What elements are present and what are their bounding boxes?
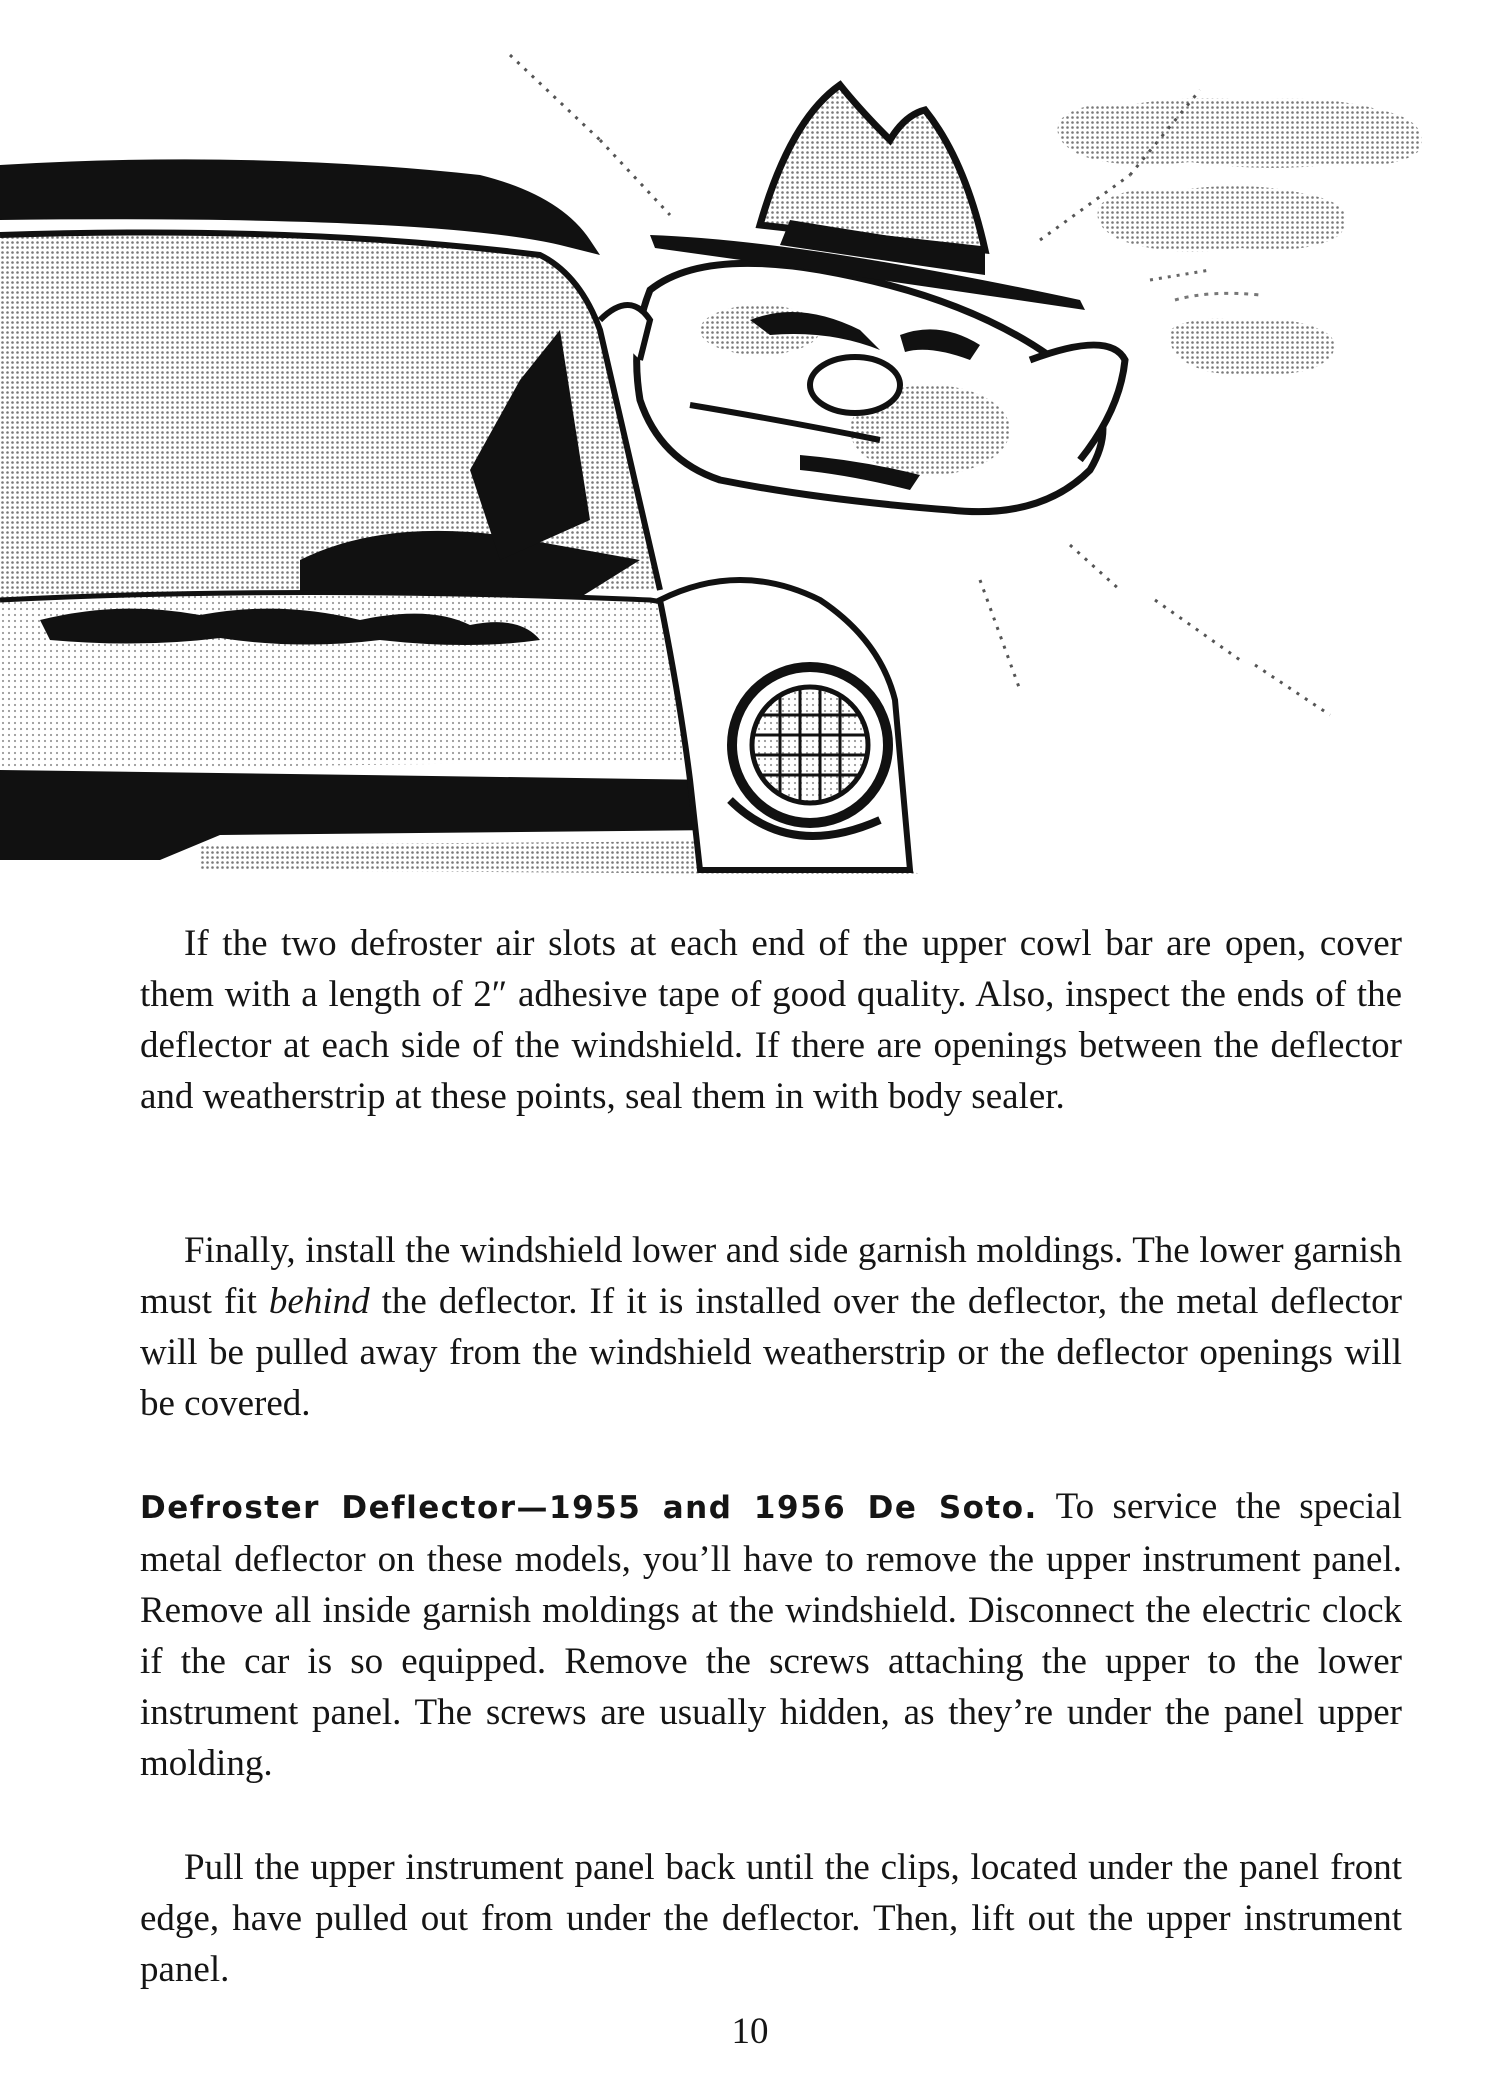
- paragraph-deflector-body: To service the special metal deflector on these models, you’ll have to remove the upper instrument panel. Remove all inside garnish moldings at the windshield. Disconnect the electric clock if the car is so equipped. Remove the screws attaching the upper to the lower instrument panel. The screws are usually hidden, as they’re under the panel upper molding.: [140, 1486, 1403, 1784]
- paragraph-defroster-deflector: [140, 1481, 1402, 1789]
- page-number: 10: [731, 2011, 769, 2052]
- paragraph-garnish-after: the deflector. If it is installed over the deflector, the metal deflector will be pulled away from the windshield weatherstrip or the deflector openings will be covered.: [140, 1281, 1402, 1424]
- paragraph-garnish-emphasis: behind: [268, 1281, 370, 1322]
- paragraph-garnish-moldings: [140, 1225, 1402, 1429]
- paragraph-instrument-panel: Pull the upper instrument panel back until the clips, located under the panel front edge, have pulled out from under the deflector. Then, lift out the upper instrument panel.: [140, 1847, 1402, 1990]
- smoke-clouds: [1058, 98, 1422, 375]
- run-in-heading: Defroster Deflector—1955 and 1956 De Soto.: [140, 1490, 1038, 1526]
- cartoon-illustration: [0, 0, 1500, 880]
- paragraph-garnish-before: Finally, install the windshield lower and side garnish moldings. The lower garnish must fit: [140, 1230, 1402, 1322]
- paragraph-defroster-slots: If the two defroster air slots at each end of the upper cowl bar are open, cover them with a length of 2″ adhesive tape of good quality. Also, inspect the ends of the deflector at each side of the windshield. If there are openings between the deflector and weatherstrip at these points, seal them in with body sealer.: [140, 923, 1402, 1117]
